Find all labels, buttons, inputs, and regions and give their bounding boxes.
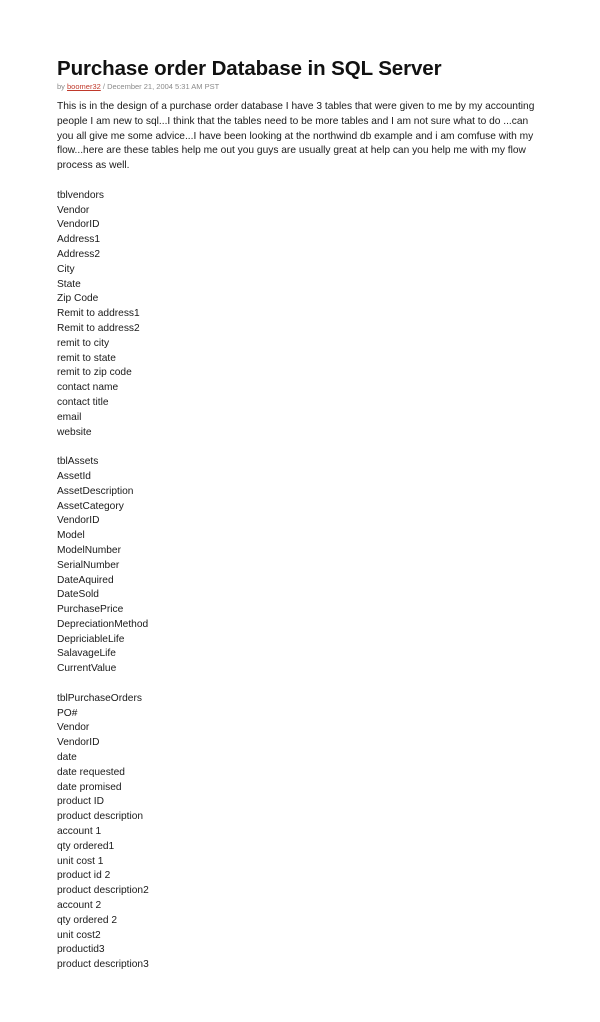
field-name: remit to state <box>57 352 116 364</box>
field-name: qty ordered1 <box>57 840 115 852</box>
field-name: PurchasePrice <box>57 604 124 616</box>
field-name: PO# <box>57 707 78 719</box>
field-name: date promised <box>57 781 122 793</box>
field-name: Remit to address1 <box>57 308 140 320</box>
field-name: CurrentValue <box>57 663 117 675</box>
field-name: Address1 <box>57 234 101 246</box>
field-name: DepriciableLife <box>57 633 125 645</box>
field-name: VendorID <box>57 219 100 231</box>
author-link[interactable]: boomer32 <box>67 82 101 91</box>
field-name: qty ordered 2 <box>57 914 118 926</box>
table-name: tblAssets <box>57 456 99 468</box>
field-name: website <box>57 426 92 438</box>
field-name: product description3 <box>57 959 149 971</box>
field-name: remit to city <box>57 337 110 349</box>
field-name: DateAquired <box>57 574 114 586</box>
field-name: product id 2 <box>57 870 111 882</box>
field-name: account 2 <box>57 900 102 912</box>
field-name: City <box>57 263 75 275</box>
byline-prefix: by <box>57 82 65 91</box>
field-name: SerialNumber <box>57 559 120 571</box>
field-name: AssetCategory <box>57 500 124 512</box>
field-name: contact title <box>57 396 109 408</box>
field-name: Zip Code <box>57 293 99 305</box>
field-name: contact name <box>57 382 119 394</box>
table-block-assets <box>57 455 543 677</box>
field-name: SalavageLife <box>57 648 116 660</box>
field-name: date <box>57 752 77 764</box>
field-name: VendorID <box>57 737 100 749</box>
field-name: Address2 <box>57 248 101 260</box>
post-intro: This is in the design of a purchase order database I have 3 tables that were given to me by my accounting people I am new to sql...I think that the tables need to be more tables and I am not sure what to do ...can you all give me some advice...I have been looking at the northwind db example and i am comfuse with my flow...here are these tables help me out you guys are usually great at help can you help me with my flow process as well. <box>57 101 535 172</box>
field-name: AssetId <box>57 470 91 482</box>
field-name: DateSold <box>57 589 99 601</box>
table-definitions <box>57 189 543 973</box>
field-name: ModelNumber <box>57 544 121 556</box>
post-container <box>57 56 543 973</box>
table-name: tblvendors <box>57 189 105 201</box>
post-byline <box>57 82 543 92</box>
field-name: date requested <box>57 766 125 778</box>
field-name: Vendor <box>57 204 90 216</box>
field-name: VendorID <box>57 515 100 527</box>
field-name: Vendor <box>57 722 90 734</box>
post-title: Purchase order Database in SQL Server <box>57 57 442 80</box>
field-name: unit cost2 <box>57 929 101 941</box>
table-name: tblPurchaseOrders <box>57 692 142 704</box>
field-name: email <box>57 411 82 423</box>
field-name: product description2 <box>57 885 149 897</box>
field-name: unit cost 1 <box>57 855 104 867</box>
field-name: product ID <box>57 796 104 808</box>
field-name: account 1 <box>57 826 102 838</box>
field-name: productid3 <box>57 944 105 956</box>
field-name: product description <box>57 811 144 823</box>
field-name: Model <box>57 530 85 542</box>
field-name: AssetDescription <box>57 485 134 497</box>
field-name: Remit to address2 <box>57 322 140 334</box>
field-name: remit to zip code <box>57 367 132 379</box>
field-name: DepreciationMethod <box>57 618 149 630</box>
post-date: December 21, 2004 5:31 AM PST <box>107 82 220 91</box>
table-block-purchase-orders <box>57 692 543 973</box>
field-name: State <box>57 278 81 290</box>
table-block-vendors <box>57 189 543 441</box>
byline-separator: / <box>102 82 105 91</box>
